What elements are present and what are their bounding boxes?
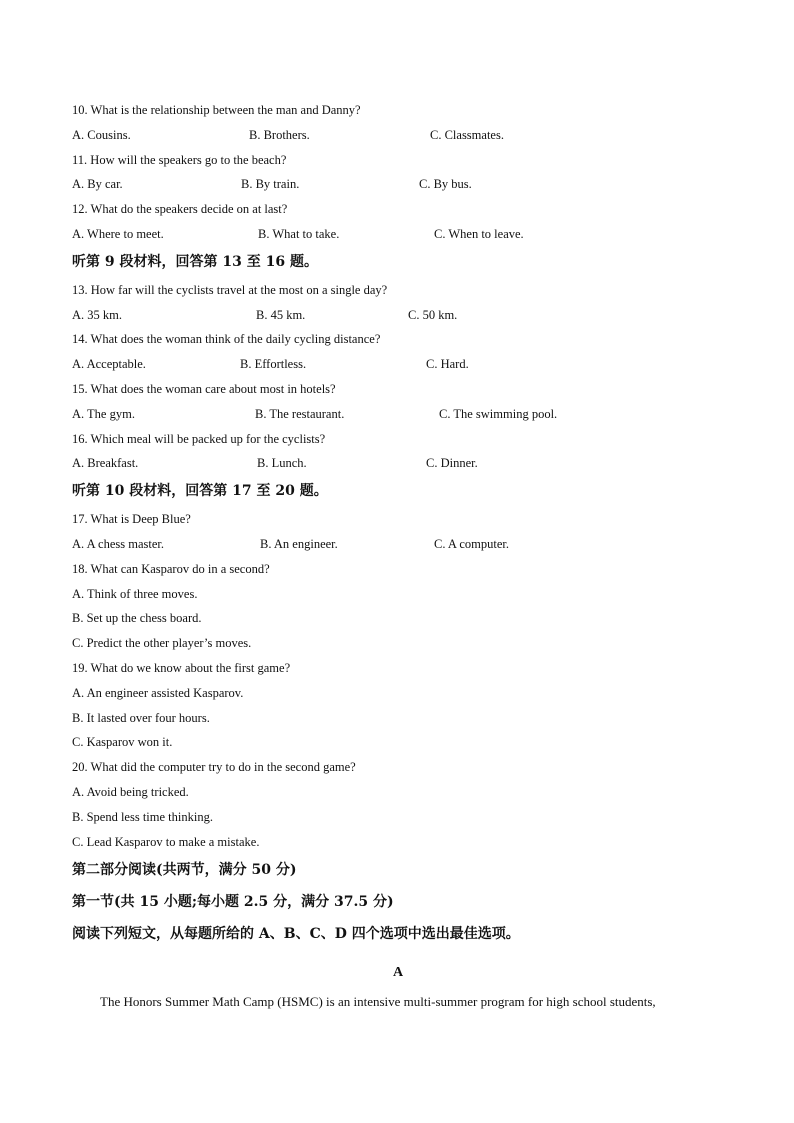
option-a: A. Where to meet. xyxy=(72,226,164,241)
option-c: C. The swimming pool. xyxy=(439,406,558,421)
option-c: C. Kasparov won it. xyxy=(72,735,173,750)
option-b: B. Effortless. xyxy=(240,357,307,372)
option-a: A. Cousins. xyxy=(72,127,131,142)
option-b: B. Lunch. xyxy=(257,456,307,471)
option-a: A. Avoid being tricked. xyxy=(72,784,189,799)
option-a: A. An engineer assisted Kasparov. xyxy=(72,685,244,700)
question-17: 17. What is Deep Blue? xyxy=(72,512,191,527)
option-a: A. The gym. xyxy=(72,406,135,421)
section-heading-10: 听第 10 段材料，回答第 17 至 20 题。 xyxy=(72,483,328,500)
option-c: C. When to leave. xyxy=(434,226,524,241)
option-c: C. Hard. xyxy=(426,357,469,372)
question-19: 19. What do we know about the first game? xyxy=(72,660,291,675)
question-12: 12. What do the speakers decide on at last? xyxy=(72,202,288,217)
option-b: B. It lasted over four hours. xyxy=(72,710,210,725)
part-two-title: 第二部分阅读(共两节，满分 50 分) xyxy=(72,862,297,879)
question-16-options xyxy=(72,451,724,476)
option-b: B. 45 km. xyxy=(256,307,306,322)
section-heading-9: 听第 9 段材料，回答第 13 至 16 题。 xyxy=(72,253,318,270)
option-b: B. What to take. xyxy=(258,226,340,241)
option-b: B. Spend less time thinking. xyxy=(72,809,213,824)
question-11-options xyxy=(72,172,724,197)
passage-paragraph: The Honors Summer Math Camp (HSMC) is an intensive multi-summer program for high school students, xyxy=(100,994,656,1010)
option-b: B. An engineer. xyxy=(260,536,338,551)
question-15: 15. What does the woman care about most in hotels? xyxy=(72,381,336,396)
question-16: 16. Which meal will be packed up for the cyclists? xyxy=(72,431,326,446)
option-b: B. The restaurant. xyxy=(255,406,345,421)
question-10: 10. What is the relationship between the man and Danny? xyxy=(72,103,361,117)
question-18: 18. What can Kasparov do in a second? xyxy=(72,561,270,576)
question-13-options xyxy=(72,303,724,328)
option-a: A. 35 km. xyxy=(72,307,122,322)
option-c: C. Predict the other player’s moves. xyxy=(72,636,252,651)
question-13: 13. How far will the cyclists travel at the most on a single day? xyxy=(72,282,388,297)
reading-instruction: 阅读下列短文，从每题所给的 A、B、C、D 四个选项中选出最佳选项。 xyxy=(72,926,520,943)
section-one-title: 第一节(共 15 小题;每小题 2.5 分，满分 37.5 分) xyxy=(72,894,394,911)
option-a: A. By car. xyxy=(72,177,123,192)
option-b: B. By train. xyxy=(241,177,300,192)
question-14: 14. What does the woman think of the daily cycling distance? xyxy=(72,332,381,347)
option-a: A. Think of three moves. xyxy=(72,586,198,601)
passage-label: A xyxy=(392,965,404,981)
question-15-options xyxy=(72,402,724,427)
option-a: A. A chess master. xyxy=(72,536,165,551)
option-c: C. Lead Kasparov to make a mistake. xyxy=(72,834,260,849)
option-c: C. 50 km. xyxy=(408,307,458,322)
question-10-options xyxy=(72,123,724,148)
option-b: B. Brothers. xyxy=(249,127,310,142)
exam-page xyxy=(72,98,724,1014)
question-17-options xyxy=(72,532,724,557)
question-12-options xyxy=(72,222,724,247)
option-c: C. Dinner. xyxy=(426,456,478,471)
option-b: B. Set up the chess board. xyxy=(72,611,202,626)
option-a: A. Breakfast. xyxy=(72,456,139,471)
question-14-options xyxy=(72,352,724,377)
option-c: C. By bus. xyxy=(419,177,472,192)
question-11: 11. How will the speakers go to the beach? xyxy=(72,152,287,167)
option-a: A. Acceptable. xyxy=(72,357,146,372)
option-c: C. Classmates. xyxy=(430,127,504,142)
option-c: C. A computer. xyxy=(434,536,509,551)
question-20: 20. What did the computer try to do in the second game? xyxy=(72,760,356,775)
